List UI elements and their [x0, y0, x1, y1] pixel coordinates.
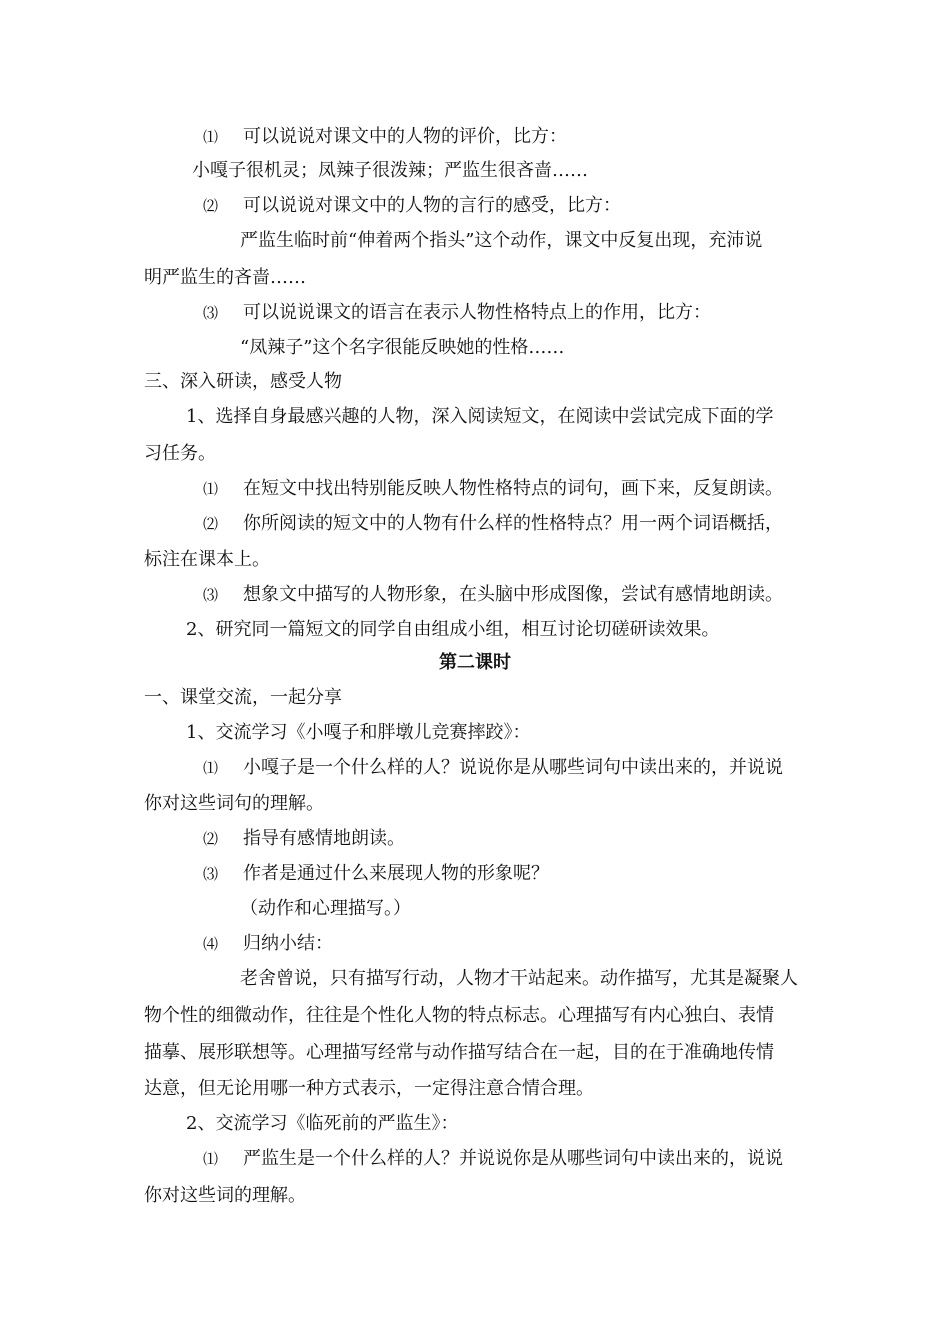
- line-text: 2、交流学习《临死前的严监生》：: [186, 1113, 459, 1134]
- line-text: 达意，但无论用哪一种方式表示，一定得注意合情合理。: [144, 1078, 594, 1099]
- line-text: “凤辣子”这个名字很能反映她的性格……: [240, 337, 565, 358]
- text-line: [203, 478, 783, 500]
- item-number: ⑵: [203, 515, 219, 533]
- text-line: [203, 195, 621, 217]
- line-text: 标注在课本上。: [144, 549, 270, 570]
- item-number: ⑶: [203, 304, 219, 322]
- text-line: [203, 513, 783, 535]
- text-line: [203, 863, 549, 885]
- item-number: ⑵: [203, 830, 219, 848]
- line-text: 老舍曾说，只有描写行动，人物才干站起来。动作描写，尤其是凝聚人: [240, 968, 798, 989]
- text-line: [240, 230, 762, 252]
- text-line: [186, 722, 530, 744]
- line-text: 小嘎子很机灵；凤辣子很泼辣；严监生很吝啬……: [192, 160, 588, 181]
- text-line: [144, 267, 306, 289]
- line-text: 小嘎子是一个什么样的人？说说你是从哪些词句中读出来的，并说说: [243, 757, 783, 778]
- line-text: 作者是通过什么来展现人物的形象呢？: [243, 863, 549, 884]
- line-text: 习任务。: [144, 443, 216, 464]
- line-text: 可以说说课文的语言在表示人物性格特点上的作用，比方：: [243, 302, 711, 323]
- text-line: [186, 619, 719, 641]
- text-line: [144, 443, 216, 465]
- text-line: [186, 406, 773, 428]
- item-number: ⑶: [203, 865, 219, 883]
- text-line: [144, 793, 324, 815]
- text-line: [203, 1148, 783, 1170]
- section-title: 第二课时: [439, 652, 511, 673]
- item-number: ⑵: [203, 197, 219, 215]
- item-number: ⑴: [203, 1150, 219, 1168]
- item-number: ⑷: [203, 935, 219, 953]
- line-text: 你对这些词的理解。: [144, 1185, 306, 1206]
- text-line: [240, 968, 798, 990]
- text-line: [144, 549, 270, 571]
- text-line: [144, 1185, 306, 1207]
- item-number: ⑴: [203, 759, 219, 777]
- text-line: [203, 828, 405, 850]
- text-line: [240, 898, 411, 920]
- text-line: [144, 1078, 594, 1100]
- text-line: [203, 302, 711, 324]
- line-text: 严监生临时前“伸着两个指头”这个动作，课文中反复出现，充沛说: [240, 230, 763, 251]
- text-line: [203, 126, 567, 148]
- line-text: 1、交流学习《小嘎子和胖墩儿竞赛摔跤》：: [186, 722, 531, 743]
- line-text: 你对这些词句的理解。: [144, 793, 324, 814]
- text-line: [144, 1042, 774, 1064]
- text-line: [144, 371, 342, 393]
- text-line: [144, 1005, 774, 1027]
- line-text: 想象文中描写的人物形象，在头脑中形成图像，尝试有感情地朗读。: [243, 584, 783, 605]
- line-text: 明严监生的吝啬……: [144, 267, 306, 288]
- line-text: （动作和心理描写。）: [240, 898, 411, 919]
- text-line: [144, 687, 342, 709]
- line-text: 可以说说对课文中的人物的评价，比方：: [243, 126, 567, 147]
- line-text: 可以说说对课文中的人物的言行的感受，比方：: [243, 195, 621, 216]
- item-number: ⑴: [203, 480, 219, 498]
- text-line: [203, 584, 783, 606]
- line-text: 在短文中找出特别能反映人物性格特点的词句，画下来，反复朗读。: [243, 478, 783, 499]
- line-text: 一、课堂交流，一起分享: [144, 687, 342, 708]
- item-number: ⑶: [203, 586, 219, 604]
- line-text: 指导有感情地朗读。: [243, 828, 405, 849]
- text-line: [192, 160, 588, 182]
- line-text: 三、深入研读，感受人物: [144, 371, 342, 392]
- line-text: 严监生是一个什么样的人？并说说你是从哪些词句中读出来的，说说: [243, 1148, 783, 1169]
- line-text: 2、研究同一篇短文的同学自由组成小组，相互讨论切磋研读效果。: [186, 619, 720, 640]
- text-line: [203, 933, 333, 955]
- text-line: [240, 337, 564, 359]
- item-number: ⑴: [203, 128, 219, 146]
- line-text: 你所阅读的短文中的人物有什么样的性格特点？用一两个词语概括，: [243, 513, 783, 534]
- text-line: [186, 1113, 458, 1135]
- line-text: 归纳小结：: [243, 933, 333, 954]
- line-text: 物个性的细微动作，往往是个性化人物的特点标志。心理描写有内心独白、表情: [144, 1005, 774, 1026]
- text-line: [203, 757, 783, 779]
- line-text: 1、选择自身最感兴趣的人物，深入阅读短文，在阅读中尝试完成下面的学: [186, 406, 774, 427]
- line-text: 描摹、展形联想等。心理描写经常与动作描写结合在一起，目的在于准确地传情: [144, 1042, 774, 1063]
